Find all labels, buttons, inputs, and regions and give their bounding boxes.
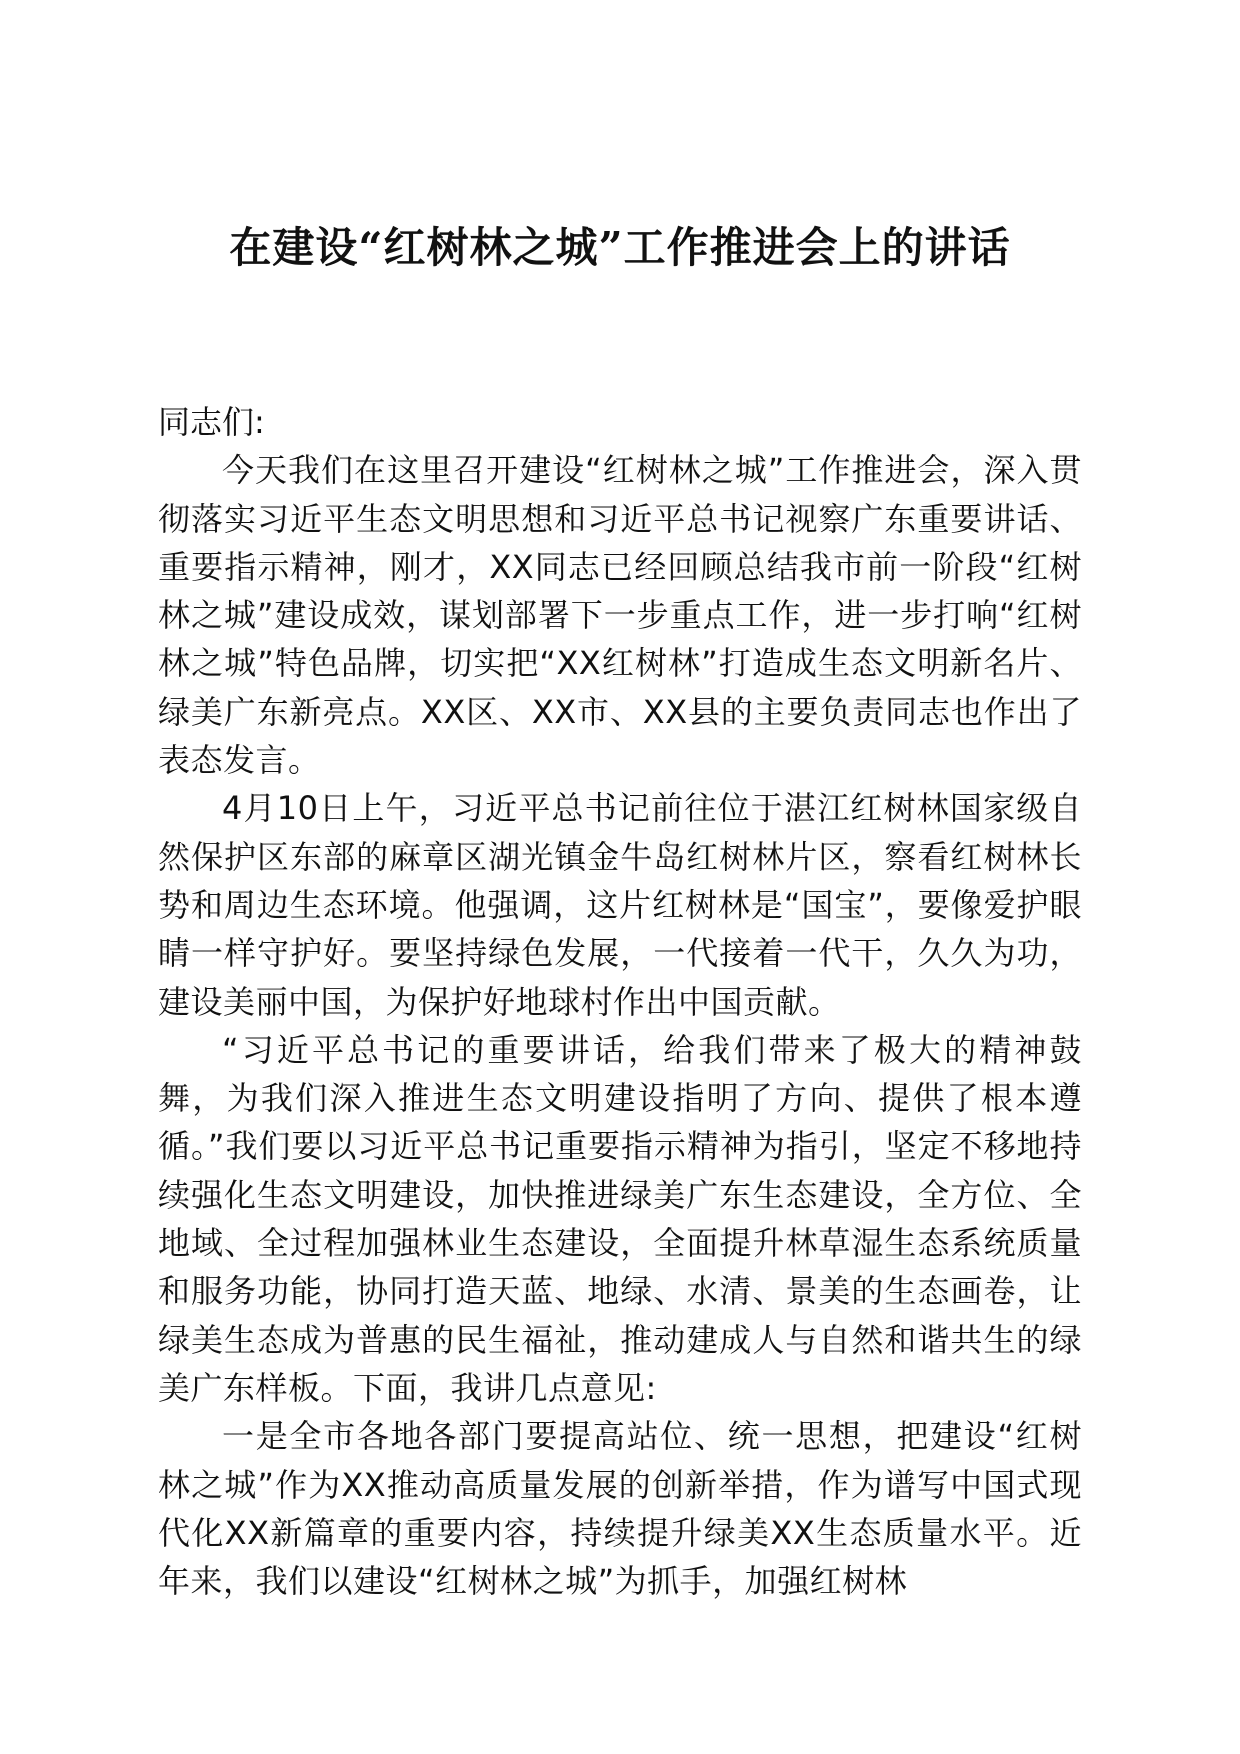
- document-body: [158, 398, 1082, 1605]
- document-title: 在建设“红树林之城”工作推进会上的讲话: [229, 223, 1011, 272]
- paragraph: 一是全市各地各部门要提高站位、统一思想，把建设“红树林之城”作为XX推动高质量发展的创新举措，作为谱写中国式现代化XX新篇章的重要内容，持续提升绿美XX生态质量水平。近年来，我们以建设“红树林之城”为抓手，加强红树林: [158, 1417, 1082, 1601]
- paragraph: 4月10日上午，习近平总书记前往位于湛江红树林国家级自然保护区东部的麻章区湖光镇金牛岛红树林片区，察看红树林长势和周边生态环境。他强调，这片红树林是“国宝”，要像爱护眼睛一样守护好。要坚持绿色发展，一代接着一代干，久久为功，建设美丽中国，为保护好地球村作出中国贡献。: [158, 789, 1082, 1021]
- salutation: 同志们:: [158, 403, 265, 441]
- paragraph: “习近平总书记的重要讲话，给我们带来了极大的精神鼓舞，为我们深入推进生态文明建设指明了方向、提供了根本遵循。”我们要以习近平总书记重要指示精神为指引，坚定不移地持续强化生态文明建设，加快推进绿美广东生态建设，全方位、全地域、全过程加强林业生态建设，全面提升林草湿生态系统质量和服务功能，协同打造天蓝、地绿、水清、景美的生态画卷，让绿美生态成为普惠的民生福祉，推动建成人与自然和谐共生的绿美广东样板。下面，我讲几点意见:: [158, 1030, 1082, 1407]
- paragraph: 今天我们在这里召开建设“红树林之城”工作推进会，深入贯彻落实习近平生态文明思想和习近平总书记视察广东重要讲话、重要指示精神，刚才，XX同志已经回顾总结我市前一阶段“红树林之城”建设成效，谋划部署下一步重点工作，进一步打响“红树林之城”特色品牌，切实把“XX红树林”打造成生态文明新名片、绿美广东新亮点。XX区、XX市、XX县的主要负责同志也作出了表态发言。: [158, 451, 1082, 780]
